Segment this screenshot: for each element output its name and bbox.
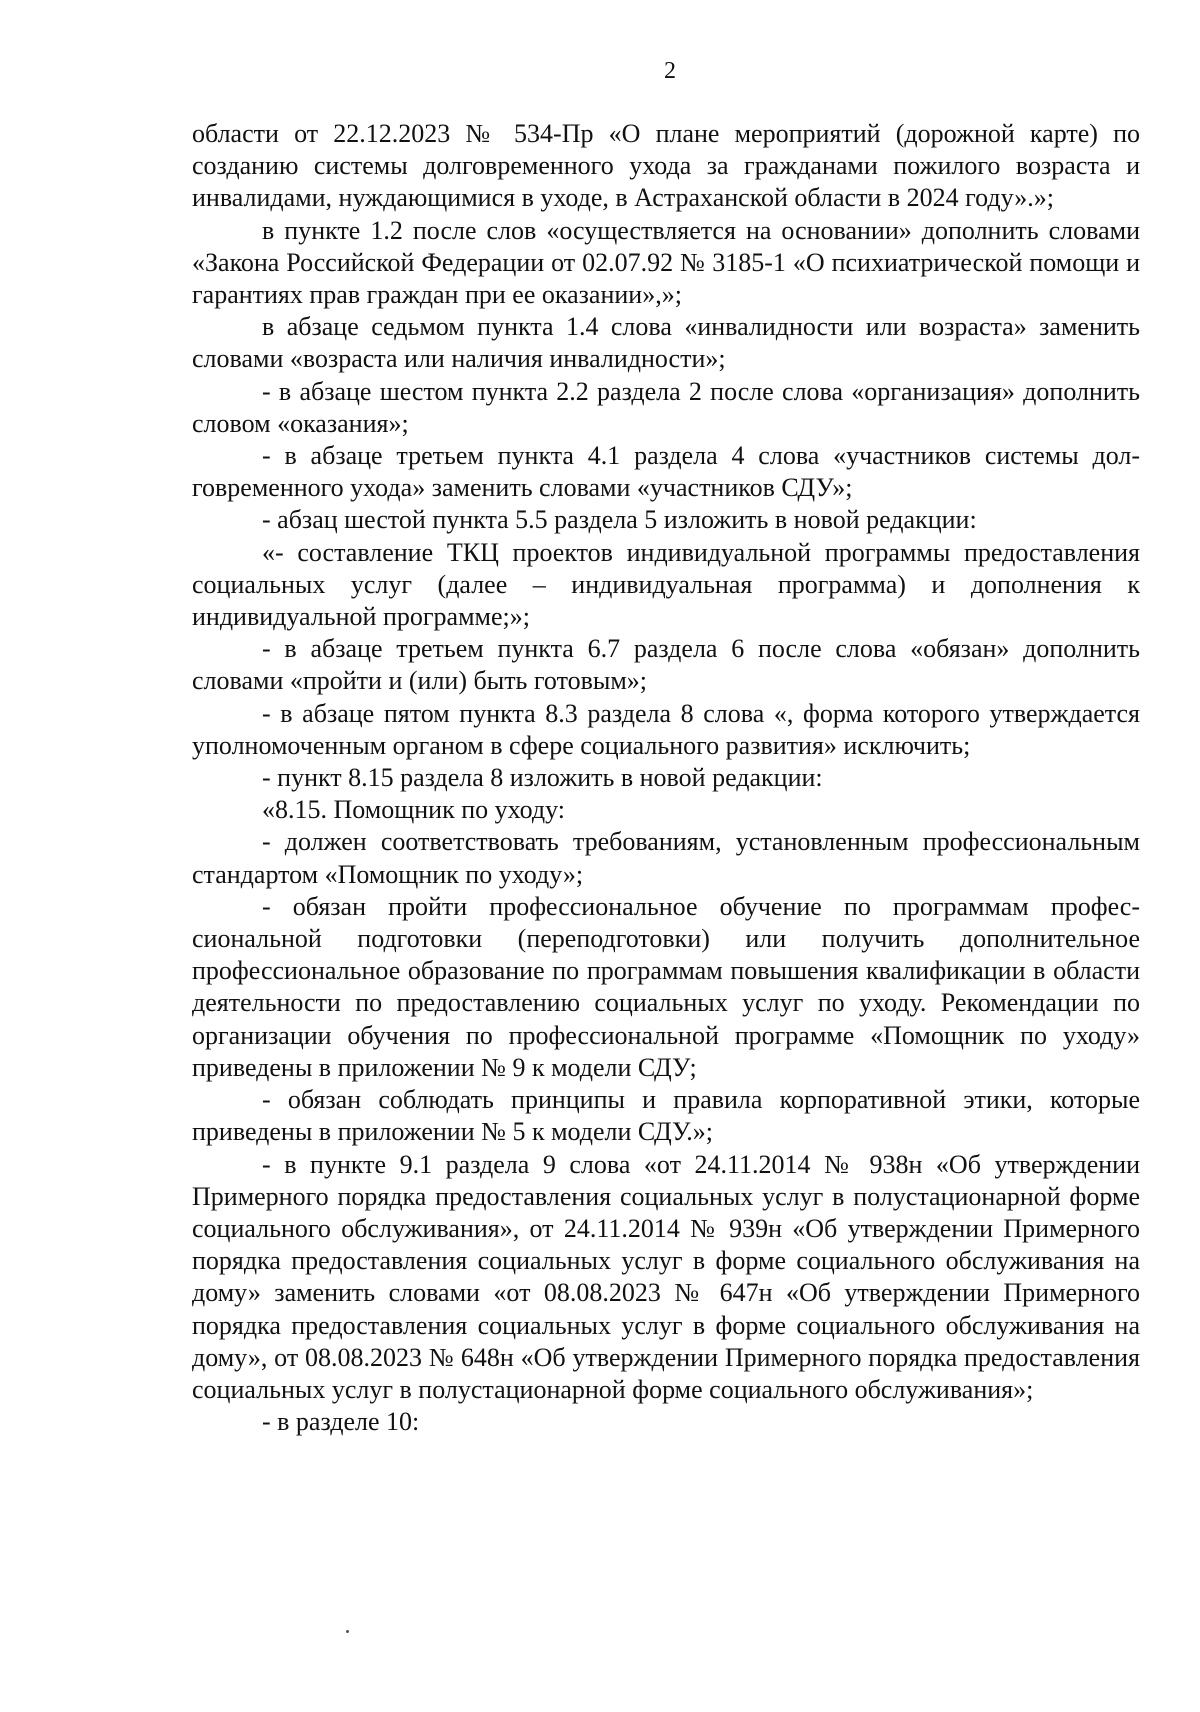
paragraph-9: - в абзаце пятом пункта 8.3 раздела 8 слова «, форма которого утверждается уполномоченным органом в сфере социального развития» исключить; xyxy=(192,698,1140,760)
paragraph-2: в пункте 1.2 после слов «осуществляется на основании» дополнить словами «Закона Российской Федерации от 02.07.92 № 3185-1 «О психиатрической помощи и гарантиях прав граждан при ее оказании»,»; xyxy=(192,215,1140,310)
paragraph-1: области от 22.12.2023 № 534-Пр «О плане мероприятий (дорожной карте) по созданию системы долговременного ухода за гражданами пожилого возраста и инвалидами, нуждающимися в уходе, в Астраханской области в 2024 году».»; xyxy=(192,119,1140,213)
paragraph-5: - в абзаце третьем пункта 4.1 раздела 4 слова «участников системы долговременного ухода» заменить словами «участников СДУ»; xyxy=(192,441,1140,503)
paragraph-15: - в пункте 9.1 раздела 9 слова «от 24.11.2014 № 938н «Об утверждении Примерного порядка предоставления социальных услуг в полустационарной форме социального обслуживания», от 24.11.2014 № 939н «Об утверждении Примерного порядка предоставления социальных услуг в форме социального обслуживания на дому» заменить словами «от 08.08.2023 № 647н «Об утверждении Примерного порядка предоставления социальных услуг в форме социального обслуживания на дому», от 08.08.2023 № 648н «Об утверждении Примерного порядка предоставления социальных услуг в полустационарной форме социального обслуживания»; xyxy=(192,1149,1140,1404)
paragraph-4: - в абзаце шестом пункта 2.2 раздела 2 после слова «организация» дополнить словом «оказания»; xyxy=(192,376,1140,438)
paragraph-11: «8.15. Помощник по уходу: xyxy=(262,795,565,825)
page-number: 2 xyxy=(664,58,676,84)
scan-speck xyxy=(346,1630,349,1633)
paragraph-13: - обязан пройти профессиональное обучение по программам профессиональной подготовки (переподготовки) или получить дополнительное профессиональное образование по программам повышения квалификации в области деятельности по предоставлению социальных услуг по уходу. Рекомендации по организации обучения по профессиональной программе «Помощник по уходу» приведены в приложении № 9 к модели СДУ; xyxy=(192,891,1140,1082)
paragraph-16: - в разделе 10: xyxy=(262,1407,420,1437)
paragraph-12: - должен соответствовать требованиям, установленным профессиональным стандартом «Помощник по уходу»; xyxy=(192,827,1140,889)
paragraph-7: «- составление ТКЦ проектов индивидуальной программы предоставления социальных услуг (далее – индивидуальная программа) и дополнения к индивидуальной программе;»; xyxy=(192,537,1140,632)
paragraph-10: - пункт 8.15 раздела 8 изложить в новой редакции: xyxy=(262,763,823,793)
document-body xyxy=(192,118,1140,1438)
paragraph-3: в абзаце седьмом пункта 1.4 слова «инвалидности или возраста» заменить словами «возраста или наличия инвалидности»; xyxy=(192,312,1140,374)
paragraph-14: - обязан соблюдать принципы и правила корпоративной этики, которые приведены в приложении № 5 к модели СДУ.»; xyxy=(192,1085,1140,1147)
paragraph-8: - в абзаце третьем пункта 6.7 раздела 6 после слова «обязан» дополнить словами «пройти и (или) быть готовым»; xyxy=(192,634,1140,696)
paragraph-6: - абзац шестой пункта 5.5 раздела 5 изложить в новой редакции: xyxy=(262,505,977,535)
